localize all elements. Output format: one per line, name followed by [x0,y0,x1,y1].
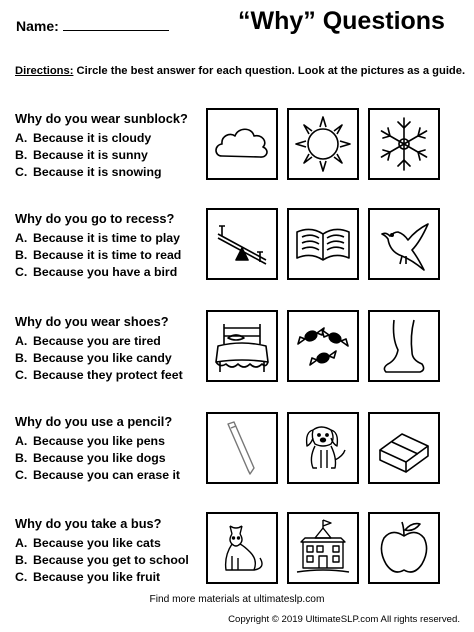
name-blank-line[interactable] [63,18,169,31]
question-text: Why do you take a bus? [15,516,162,531]
question-1-pictures [206,108,440,180]
answer-option-a[interactable]: A. Because you like cats [15,536,161,550]
pen-picture [206,412,278,484]
answer-option-b[interactable]: B. Because you get to school [15,552,189,567]
answer-option-b[interactable]: B. Because you like candy [15,350,172,365]
apple-icon [372,516,436,580]
cloud-picture [206,108,278,180]
candy-icon [291,314,355,378]
directions [15,65,465,77]
sun-picture [287,108,359,180]
answer-option-c[interactable]: C. Because you like fruit [15,569,161,584]
footer-copyright: Copyright © 2019 UltimateSLP.com All rights reserved. [228,614,460,625]
question-2-pictures [206,208,440,280]
name-field [16,18,169,34]
foot-icon [372,314,436,378]
question-text: Why do you use a pencil? [15,414,173,429]
foot-picture [368,310,440,382]
answer-option-b[interactable]: B. Because it is time to read [15,247,182,262]
question-5-pictures [206,512,440,584]
candy-picture [287,310,359,382]
seesaw-picture [206,208,278,280]
name-label: Name: [16,18,59,34]
school-picture [287,512,359,584]
school-icon [291,516,355,580]
bird-icon [372,212,436,276]
directions-text: Circle the best answer for each question. Look at the pictures as a guide. [73,65,466,77]
open-book-icon [291,212,355,276]
footer-find-more: Find more materials at ultimateslp.com [149,594,325,605]
question-1 [15,111,215,180]
cloud-icon [210,112,274,176]
worksheet-title: “Why” Questions [238,7,445,35]
answer-option-a[interactable]: A. Because you like pens [15,434,165,448]
open-book-picture [287,208,359,280]
eraser-icon [372,416,436,480]
question-text: Why do you wear sunblock? [15,111,188,126]
answer-option-b[interactable]: B. Because it is sunny [15,147,148,162]
question-2 [15,211,215,280]
directions-label: Directions: [15,65,74,77]
snowflake-picture [368,108,440,180]
snowflake-icon [372,112,436,176]
eraser-picture [368,412,440,484]
answer-option-a[interactable]: A. Because it is time to play [15,231,180,245]
answer-option-c[interactable]: C. Because you can erase it [15,467,180,482]
cat-icon [210,516,274,580]
question-text: Why do you wear shoes? [15,314,169,329]
seesaw-icon [210,212,274,276]
question-3 [15,314,215,383]
question-text: Why do you go to recess? [15,211,175,226]
cat-picture [206,512,278,584]
question-3-pictures [206,310,440,382]
question-4-pictures [206,412,440,484]
sun-icon [291,112,355,176]
bed-picture [206,310,278,382]
answer-option-c[interactable]: C. Because they protect feet [15,367,183,382]
answer-option-c[interactable]: C. Because it is snowing [15,164,162,179]
bird-picture [368,208,440,280]
pen-icon [210,416,274,480]
answer-option-a[interactable]: A. Because you are tired [15,334,161,348]
puppy-picture [287,412,359,484]
puppy-icon [291,416,355,480]
question-4 [15,414,215,483]
answer-option-a[interactable]: A. Because it is cloudy [15,131,152,145]
bed-icon [210,314,274,378]
answer-option-c[interactable]: C. Because you have a bird [15,264,178,279]
answer-option-b[interactable]: B. Because you like dogs [15,450,166,465]
apple-picture [368,512,440,584]
question-5 [15,516,215,585]
